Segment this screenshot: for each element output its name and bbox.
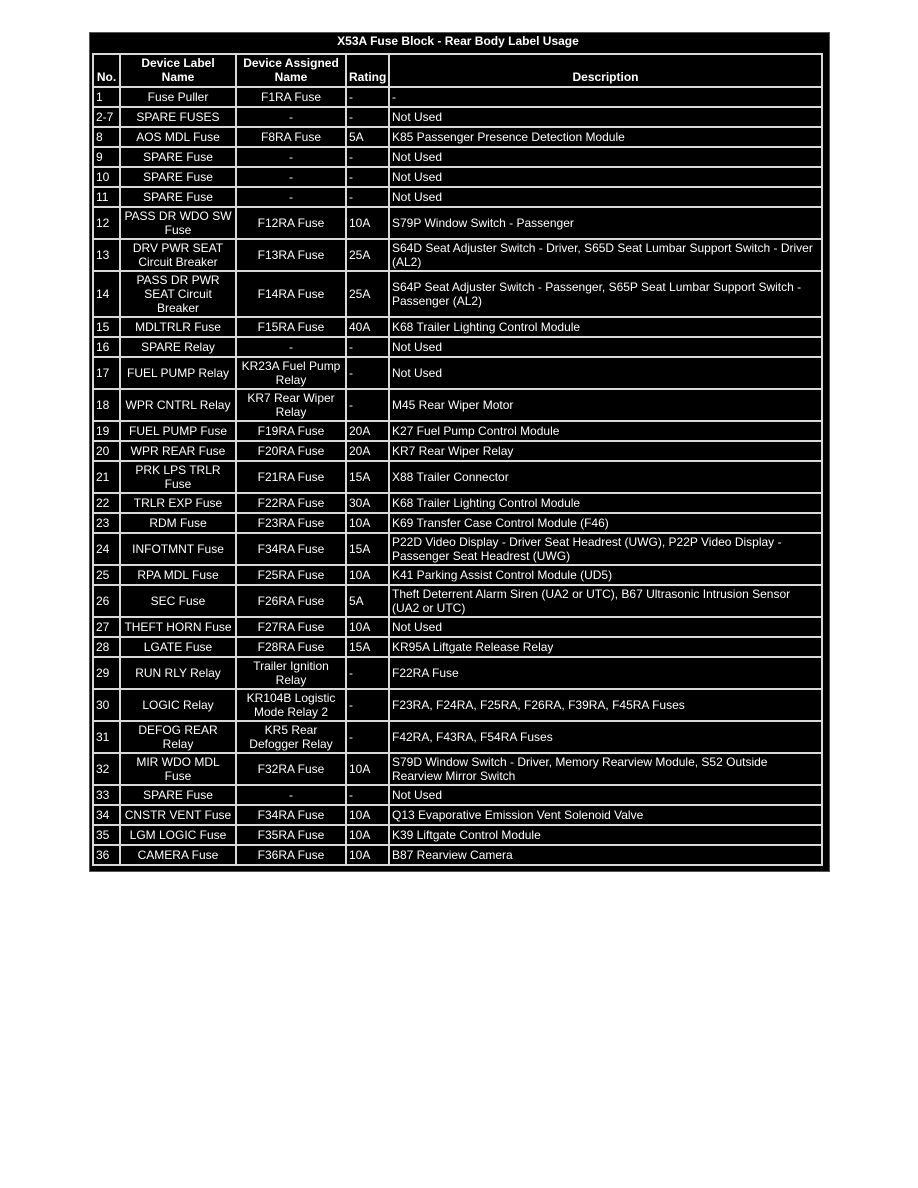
- cell-label: LGM LOGIC Fuse: [120, 825, 236, 845]
- cell-label: WPR CNTRL Relay: [120, 389, 236, 421]
- cell-no: 25: [93, 565, 120, 585]
- cell-desc: K68 Trailer Lighting Control Module: [389, 317, 822, 337]
- fuse-table-frame: [89, 32, 830, 872]
- cell-assigned: KR7 Rear Wiper Relay: [236, 389, 346, 421]
- cell-rating: -: [346, 657, 389, 689]
- cell-assigned: F13RA Fuse: [236, 239, 346, 271]
- cell-no: 36: [93, 845, 120, 865]
- cell-assigned: F22RA Fuse: [236, 493, 346, 513]
- table-row: [93, 147, 822, 167]
- cell-rating: 15A: [346, 461, 389, 493]
- cell-no: 1: [93, 87, 120, 107]
- cell-assigned: F26RA Fuse: [236, 585, 346, 617]
- cell-assigned: F23RA Fuse: [236, 513, 346, 533]
- cell-rating: -: [346, 389, 389, 421]
- cell-no: 19: [93, 421, 120, 441]
- cell-rating: 10A: [346, 617, 389, 637]
- cell-no: 14: [93, 271, 120, 317]
- header-device-assigned-line2: Name: [274, 70, 308, 84]
- table-row: [93, 585, 822, 617]
- table-row: [93, 421, 822, 441]
- cell-label: PASS DR PWR SEAT Circuit Breaker: [120, 271, 236, 317]
- cell-label: SPARE Fuse: [120, 167, 236, 187]
- cell-label: AOS MDL Fuse: [120, 127, 236, 147]
- table-row: [93, 461, 822, 493]
- cell-assigned: F19RA Fuse: [236, 421, 346, 441]
- cell-assigned: Trailer Ignition Relay: [236, 657, 346, 689]
- cell-rating: 10A: [346, 565, 389, 585]
- cell-desc: S64P Seat Adjuster Switch - Passenger, S65P Seat Lumbar Support Switch - Passenger (AL2): [389, 271, 822, 317]
- cell-no: 30: [93, 689, 120, 721]
- table-row: [93, 441, 822, 461]
- cell-rating: 20A: [346, 441, 389, 461]
- cell-label: LGATE Fuse: [120, 637, 236, 657]
- cell-desc: X88 Trailer Connector: [389, 461, 822, 493]
- cell-label: FUEL PUMP Relay: [120, 357, 236, 389]
- cell-desc: B87 Rearview Camera: [389, 845, 822, 865]
- header-no: No.: [93, 54, 120, 87]
- cell-assigned: KR5 Rear Defogger Relay: [236, 721, 346, 753]
- cell-no: 16: [93, 337, 120, 357]
- cell-rating: -: [346, 167, 389, 187]
- cell-rating: 15A: [346, 637, 389, 657]
- cell-label: TRLR EXP Fuse: [120, 493, 236, 513]
- cell-assigned: F20RA Fuse: [236, 441, 346, 461]
- cell-desc: Not Used: [389, 187, 822, 207]
- table-row: [93, 239, 822, 271]
- cell-desc: Not Used: [389, 357, 822, 389]
- cell-assigned: F12RA Fuse: [236, 207, 346, 239]
- cell-desc: Not Used: [389, 617, 822, 637]
- table-row: [93, 357, 822, 389]
- table-row: [93, 87, 822, 107]
- cell-label: MDLTRLR Fuse: [120, 317, 236, 337]
- cell-desc: Not Used: [389, 785, 822, 805]
- table-body: [93, 87, 822, 865]
- cell-no: 22: [93, 493, 120, 513]
- cell-no: 29: [93, 657, 120, 689]
- cell-assigned: F25RA Fuse: [236, 565, 346, 585]
- cell-assigned: F21RA Fuse: [236, 461, 346, 493]
- cell-no: 20: [93, 441, 120, 461]
- header-rating: Rating: [346, 54, 389, 87]
- cell-desc: K69 Transfer Case Control Module (F46): [389, 513, 822, 533]
- table-row: [93, 565, 822, 585]
- table-row: [93, 805, 822, 825]
- cell-rating: -: [346, 357, 389, 389]
- cell-desc: Not Used: [389, 167, 822, 187]
- cell-label: Fuse Puller: [120, 87, 236, 107]
- cell-label: INFOTMNT Fuse: [120, 533, 236, 565]
- cell-label: MIR WDO MDL Fuse: [120, 753, 236, 785]
- cell-assigned: -: [236, 167, 346, 187]
- header-device-label-line2: Name: [161, 70, 195, 84]
- table-row: [93, 187, 822, 207]
- cell-no: 2-7: [93, 107, 120, 127]
- cell-label: WPR REAR Fuse: [120, 441, 236, 461]
- cell-no: 26: [93, 585, 120, 617]
- table-row: [93, 637, 822, 657]
- cell-label: SPARE Fuse: [120, 785, 236, 805]
- cell-assigned: KR104B Logistic Mode Relay 2: [236, 689, 346, 721]
- cell-label: SPARE Fuse: [120, 187, 236, 207]
- table-row: [93, 317, 822, 337]
- cell-label: CNSTR VENT Fuse: [120, 805, 236, 825]
- cell-rating: -: [346, 187, 389, 207]
- cell-no: 8: [93, 127, 120, 147]
- cell-desc: -: [389, 87, 822, 107]
- cell-no: 17: [93, 357, 120, 389]
- fuse-table: [92, 53, 823, 866]
- table-row: [93, 825, 822, 845]
- cell-assigned: F36RA Fuse: [236, 845, 346, 865]
- cell-assigned: F32RA Fuse: [236, 753, 346, 785]
- cell-no: 34: [93, 805, 120, 825]
- cell-desc: K68 Trailer Lighting Control Module: [389, 493, 822, 513]
- cell-assigned: -: [236, 785, 346, 805]
- cell-no: 11: [93, 187, 120, 207]
- cell-rating: 30A: [346, 493, 389, 513]
- cell-desc: Not Used: [389, 107, 822, 127]
- cell-assigned: -: [236, 107, 346, 127]
- header-row: [93, 54, 822, 87]
- table-row: [93, 107, 822, 127]
- cell-label: LOGIC Relay: [120, 689, 236, 721]
- table-row: [93, 389, 822, 421]
- cell-no: 23: [93, 513, 120, 533]
- cell-label: SPARE Fuse: [120, 147, 236, 167]
- cell-assigned: F34RA Fuse: [236, 533, 346, 565]
- header-device-label-line1: Device Label: [141, 56, 215, 70]
- cell-label: RDM Fuse: [120, 513, 236, 533]
- cell-assigned: F35RA Fuse: [236, 825, 346, 845]
- cell-no: 15: [93, 317, 120, 337]
- cell-desc: S79P Window Switch - Passenger: [389, 207, 822, 239]
- cell-rating: 5A: [346, 127, 389, 147]
- cell-assigned: F1RA Fuse: [236, 87, 346, 107]
- cell-desc: Theft Deterrent Alarm Siren (UA2 or UTC), B67 Ultrasonic Intrusion Sensor (UA2 or UTC): [389, 585, 822, 617]
- cell-rating: 25A: [346, 239, 389, 271]
- cell-desc: KR7 Rear Wiper Relay: [389, 441, 822, 461]
- cell-desc: K85 Passenger Presence Detection Module: [389, 127, 822, 147]
- cell-rating: -: [346, 107, 389, 127]
- cell-rating: 10A: [346, 805, 389, 825]
- cell-label: FUEL PUMP Fuse: [120, 421, 236, 441]
- cell-label: RUN RLY Relay: [120, 657, 236, 689]
- table-row: [93, 493, 822, 513]
- cell-rating: -: [346, 689, 389, 721]
- header-device-assigned-line1: Device Assigned: [243, 56, 339, 70]
- cell-desc: P22D Video Display - Driver Seat Headrest (UWG), P22P Video Display - Passenger Seat Headrest (UWG): [389, 533, 822, 565]
- cell-no: 18: [93, 389, 120, 421]
- table-row: [93, 689, 822, 721]
- table-row: [93, 207, 822, 239]
- cell-assigned: -: [236, 337, 346, 357]
- cell-no: 27: [93, 617, 120, 637]
- cell-desc: KR95A Liftgate Release Relay: [389, 637, 822, 657]
- cell-desc: Not Used: [389, 337, 822, 357]
- cell-desc: K39 Liftgate Control Module: [389, 825, 822, 845]
- table-title: X53A Fuse Block - Rear Body Label Usage: [337, 34, 579, 48]
- cell-no: 35: [93, 825, 120, 845]
- cell-desc: F22RA Fuse: [389, 657, 822, 689]
- cell-desc: Not Used: [389, 147, 822, 167]
- cell-rating: 10A: [346, 513, 389, 533]
- header-device-assigned: [236, 54, 346, 87]
- table-row: [93, 845, 822, 865]
- cell-label: PASS DR WDO SW Fuse: [120, 207, 236, 239]
- table-row: [93, 513, 822, 533]
- cell-no: 28: [93, 637, 120, 657]
- cell-no: 31: [93, 721, 120, 753]
- cell-rating: -: [346, 785, 389, 805]
- cell-assigned: F34RA Fuse: [236, 805, 346, 825]
- cell-rating: 40A: [346, 317, 389, 337]
- cell-assigned: F8RA Fuse: [236, 127, 346, 147]
- cell-assigned: KR23A Fuel Pump Relay: [236, 357, 346, 389]
- cell-rating: 20A: [346, 421, 389, 441]
- cell-no: 12: [93, 207, 120, 239]
- header-device-label: [120, 54, 236, 87]
- cell-rating: 10A: [346, 753, 389, 785]
- table-row: [93, 167, 822, 187]
- cell-assigned: -: [236, 147, 346, 167]
- cell-label: SPARE Relay: [120, 337, 236, 357]
- cell-rating: -: [346, 87, 389, 107]
- table-row: [93, 753, 822, 785]
- table-row: [93, 785, 822, 805]
- cell-label: CAMERA Fuse: [120, 845, 236, 865]
- cell-rating: 15A: [346, 533, 389, 565]
- table-row: [93, 617, 822, 637]
- cell-assigned: -: [236, 187, 346, 207]
- cell-rating: -: [346, 337, 389, 357]
- cell-assigned: F28RA Fuse: [236, 637, 346, 657]
- cell-no: 24: [93, 533, 120, 565]
- header-description: Description: [389, 54, 822, 87]
- cell-rating: 10A: [346, 207, 389, 239]
- cell-assigned: F14RA Fuse: [236, 271, 346, 317]
- cell-assigned: F15RA Fuse: [236, 317, 346, 337]
- cell-label: DEFOG REAR Relay: [120, 721, 236, 753]
- cell-no: 21: [93, 461, 120, 493]
- cell-desc: M45 Rear Wiper Motor: [389, 389, 822, 421]
- cell-label: DRV PWR SEAT Circuit Breaker: [120, 239, 236, 271]
- cell-rating: 10A: [346, 845, 389, 865]
- cell-desc: K27 Fuel Pump Control Module: [389, 421, 822, 441]
- cell-desc: S64D Seat Adjuster Switch - Driver, S65D Seat Lumbar Support Switch - Driver (AL2): [389, 239, 822, 271]
- cell-no: 9: [93, 147, 120, 167]
- cell-label: THEFT HORN Fuse: [120, 617, 236, 637]
- cell-rating: -: [346, 147, 389, 167]
- cell-desc: K41 Parking Assist Control Module (UD5): [389, 565, 822, 585]
- cell-no: 13: [93, 239, 120, 271]
- cell-rating: 5A: [346, 585, 389, 617]
- table-row: [93, 127, 822, 147]
- cell-label: PRK LPS TRLR Fuse: [120, 461, 236, 493]
- table-row: [93, 721, 822, 753]
- cell-desc: Q13 Evaporative Emission Vent Solenoid Valve: [389, 805, 822, 825]
- cell-desc: S79D Window Switch - Driver, Memory Rearview Module, S52 Outside Rearview Mirror Switch: [389, 753, 822, 785]
- table-row: [93, 533, 822, 565]
- cell-label: SPARE FUSES: [120, 107, 236, 127]
- cell-rating: -: [346, 721, 389, 753]
- cell-rating: 10A: [346, 825, 389, 845]
- cell-no: 10: [93, 167, 120, 187]
- cell-desc: F23RA, F24RA, F25RA, F26RA, F39RA, F45RA Fuses: [389, 689, 822, 721]
- cell-label: SEC Fuse: [120, 585, 236, 617]
- cell-desc: F42RA, F43RA, F54RA Fuses: [389, 721, 822, 753]
- table-row: [93, 657, 822, 689]
- cell-no: 32: [93, 753, 120, 785]
- table-row: [93, 337, 822, 357]
- cell-no: 33: [93, 785, 120, 805]
- cell-assigned: F27RA Fuse: [236, 617, 346, 637]
- cell-label: RPA MDL Fuse: [120, 565, 236, 585]
- cell-rating: 25A: [346, 271, 389, 317]
- table-row: [93, 271, 822, 317]
